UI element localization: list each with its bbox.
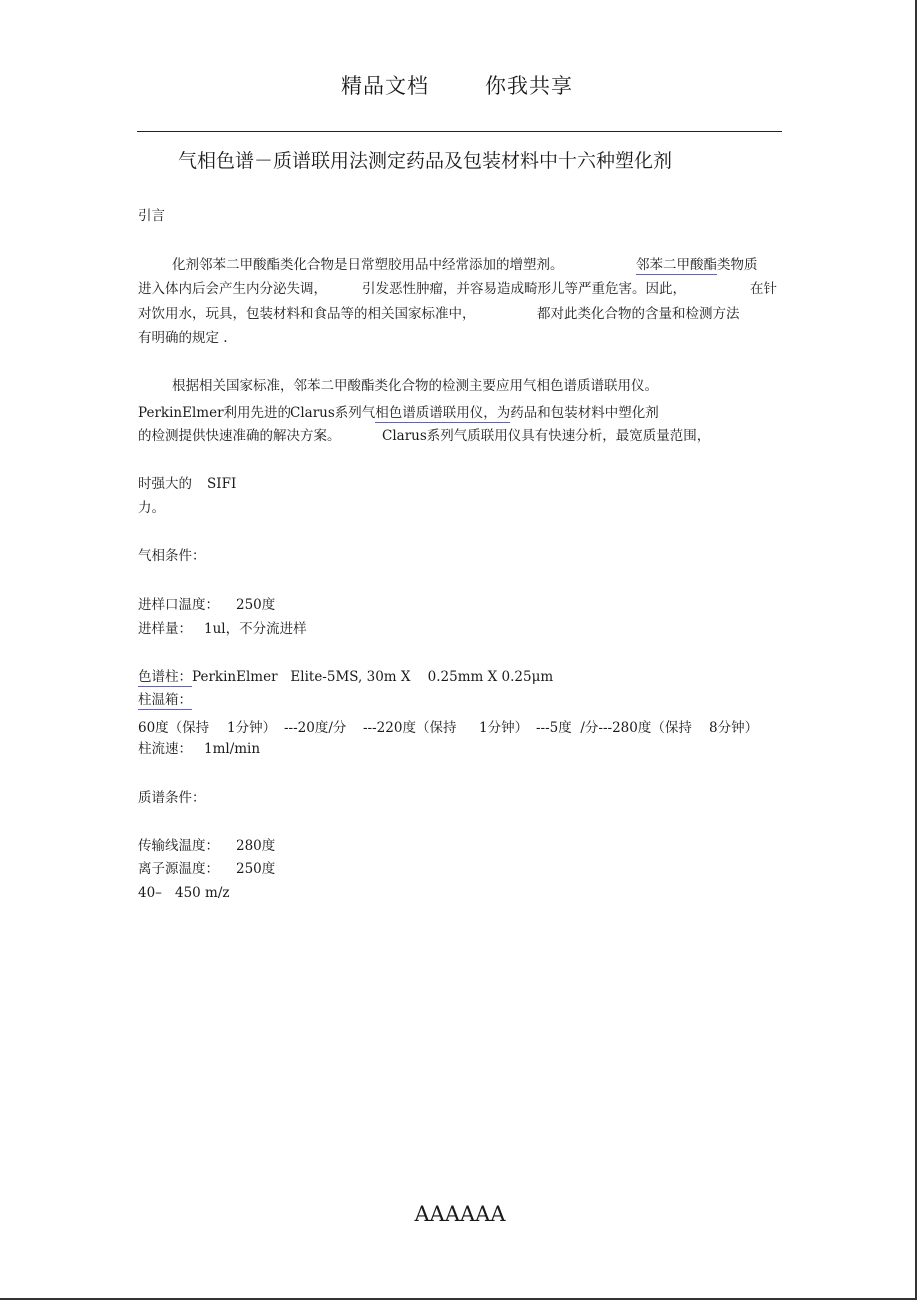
p2-line2a: PerkinElmer利用先进的: [138, 405, 292, 421]
oven-program-step6: ---5度 /分---280度（保持: [536, 720, 692, 736]
p1-line1b: [636, 257, 758, 273]
p1-line1a: 化剂邻苯二甲酸酯类化合物是日常塑胶用品中经常添加的增塑剂。: [172, 257, 564, 273]
transfer-line-value: 280度: [236, 838, 276, 854]
p2-line2b: [290, 405, 659, 421]
p2-underlined-term: 相色谱质谱联用仪，为: [375, 405, 511, 421]
intro-heading: 引言: [138, 208, 165, 224]
column-line: [138, 669, 553, 685]
p2-line4a: 时强大的: [138, 476, 192, 492]
p1-underlined-term: 邻苯二甲酸酯: [636, 257, 717, 273]
p2-line4b: SIFI: [207, 476, 237, 492]
header-right: 你我共享: [485, 74, 573, 98]
oven-program-step4: ---220度（保持: [363, 720, 457, 736]
injection-volume-label: 进样量：: [138, 621, 192, 637]
column-value: PerkinElmer Elite-5MS, 30m X 0.25mm X 0.25μm: [192, 669, 554, 685]
gc-heading: 气相条件：: [138, 548, 206, 564]
oven-label: 柱温箱：: [138, 692, 192, 708]
oven-program-step2: 1分钟）: [227, 720, 277, 736]
mass-range-start: 40–: [138, 885, 162, 901]
p2-line5: 力。: [138, 500, 165, 516]
p2-line3b: Clarus系列气质联用仪具有快速分析，最宽质量范围，: [382, 428, 711, 444]
p1-line4: 有明确的规定 .: [138, 330, 228, 346]
transfer-line-label: 传输线温度：: [138, 838, 219, 854]
inlet-temp-label: 进样口温度：: [138, 597, 219, 613]
p1-line3b: 都对此类化合物的含量和检测方法: [537, 306, 740, 322]
p2-line1: 根据相关国家标准，邻苯二甲酸酯类化合物的检测主要应用气相色谱质谱联用仪。: [172, 378, 658, 394]
p1-line2a: 进入体内后会产生内分泌失调，: [138, 281, 327, 297]
p1-line2c: 在针: [750, 281, 777, 297]
p2-line2d: 药品和包装材料中塑化剂: [510, 405, 659, 421]
p2-line2b-text: Clarus系列气: [290, 405, 376, 421]
ion-source-value: 250度: [236, 861, 276, 877]
oven-program-step5: 1分钟）: [479, 720, 529, 736]
mass-range-end: 450 m/z: [175, 885, 230, 901]
column-label: 色谱柱：: [138, 669, 192, 685]
p1-line3a: 对饮用水，玩具，包装材料和食品等的相关国家标准中，: [138, 306, 476, 322]
p1-line1c: 类物质: [717, 257, 758, 273]
injection-volume-value: 1ul，不分流进样: [204, 621, 307, 637]
oven-program-step3: ---20度/分: [284, 720, 347, 736]
footer-text: AAAAAA: [414, 1202, 506, 1226]
ion-source-label: 离子源温度：: [138, 861, 219, 877]
oven-program-step7: 8分钟）: [709, 720, 759, 736]
oven-line: [138, 692, 192, 708]
oven-program-step1: 60度（保持: [138, 720, 210, 736]
flow-label: 柱流速：: [138, 741, 192, 757]
ms-heading: 质谱条件：: [138, 790, 206, 806]
header-left: 精品文档: [341, 74, 429, 98]
page-title: 气相色谱－质谱联用法测定药品及包装材料中十六种塑化剂: [178, 150, 673, 172]
p1-line2b: 引发恶性肿瘤，并容易造成畸形儿等严重危害。因此，: [362, 281, 686, 297]
inlet-temp-value: 250度: [236, 597, 276, 613]
flow-value: 1ml/min: [204, 741, 261, 757]
header-rule: [137, 131, 782, 132]
p2-line3a: 的检测提供快速准确的解决方案。: [138, 428, 341, 444]
